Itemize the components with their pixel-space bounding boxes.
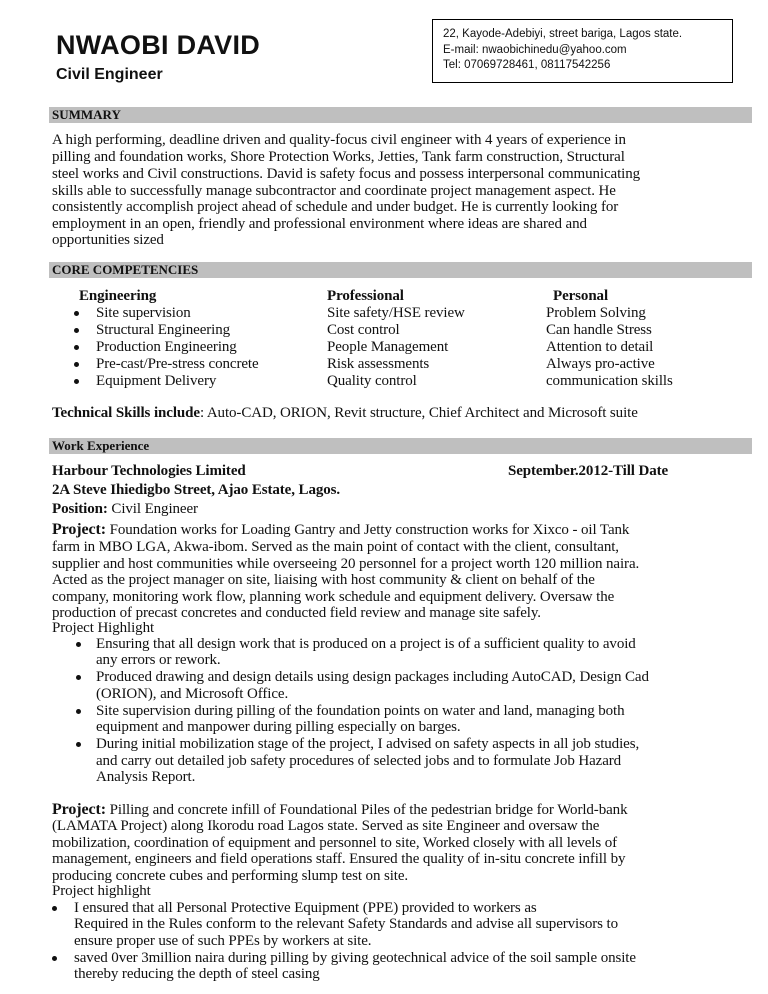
competency-item: Site supervision [96, 305, 191, 321]
summary-line: A high performing, deadline driven and quality-focus civil engineer with 4 years of experience in [52, 132, 626, 148]
contact-box [432, 19, 733, 83]
work-heading-bar [49, 438, 752, 454]
bullet-icon [76, 742, 81, 747]
company-address: 2A Steve Ihiedigbo Street, Ajao Estate, Lagos. [52, 482, 341, 498]
project-text: (LAMATA Project) along Ikorodu road Lagos state. Served as site Engineer and oversaw the [52, 818, 600, 834]
candidate-name: NWAOBI DAVID [56, 30, 261, 60]
competency-item: Quality control [327, 373, 417, 389]
work-heading: Work Experience [52, 438, 150, 453]
company-name: Harbour Technologies Limited [52, 463, 246, 479]
bullet-icon [74, 379, 79, 384]
competency-item: Pre-cast/Pre-stress concrete [96, 356, 259, 372]
contact-email: E-mail: nwaobichinedu@yahoo.com [443, 44, 627, 56]
position [52, 500, 198, 518]
highlight-bullet-line: Ensuring that all design work that is produced on a project is of a sufficient quality to avoid [96, 636, 636, 652]
competency-item: Risk assessments [327, 356, 430, 372]
highlight-bullet-line: saved 0ver 3million naira during pilling by giving geotechnical advice of the soil sample onsite [74, 950, 636, 966]
highlight-bullet-line: thereby reducing the depth of steel casing [74, 966, 320, 982]
summary-line: steel works and Civil constructions. David is safety focus and possess interpersonal communicating [52, 166, 641, 182]
project-line [52, 817, 599, 835]
summary-line: consistently accomplish project ahead of schedule and under budget. He is currently looking for [52, 199, 619, 215]
project-text: company, monitoring work flow, planning work schedule and equipment delivery. Oversaw the [52, 589, 615, 605]
technical-skills [52, 404, 638, 422]
competency-item: People Management [327, 339, 449, 355]
highlight-bullet-line: (ORION), and Microsoft Office. [96, 686, 289, 702]
highlight-bullet-line: Site supervision during pilling of the foundation points on water and land, managing both [96, 703, 625, 719]
highlight-bullet-line: and carry out detailed job safety procedures of selected jobs and to formulate Job Hazard [96, 753, 622, 769]
competency-item: Cost control [327, 322, 400, 338]
contact-phone: Tel: 07069728461, 08117542256 [443, 59, 611, 71]
project-text: mobilization, coordination of equipment and personnel to site, Worked closely with all levels of [52, 835, 618, 851]
project-text: Acted as the project manager on site, liaising with host community & client on behalf of the [52, 572, 595, 588]
project-text: producing concrete cubes and performing slump test on site. [52, 868, 409, 884]
project-text: supplier and host communities while overseeing 20 personnel for a project worth 120 million naira. [52, 556, 640, 572]
summary-line: skills able to successfully manage subcontractor and coordinate project management aspect. He [52, 183, 616, 199]
highlight-bullet-line: ensure proper use of such PPEs by workers at site. [74, 933, 372, 949]
competency-item: communication skills [546, 373, 673, 389]
project-text: farm in MBO LGA, Akwa-ibom. Served as the main point of contact with the client, consultant, [52, 539, 619, 555]
summary-heading: SUMMARY [52, 107, 121, 122]
summary-line: pilling and foundation works, Shore Protection Works, Jetties, Tank farm construction, Structural [52, 149, 625, 165]
candidate-title: Civil Engineer [56, 66, 163, 83]
summary-line: employment in an open, friendly and professional environment where ideas are shared and [52, 216, 587, 232]
competency-column-title: Professional [327, 288, 404, 304]
competency-item: Attention to detail [546, 339, 654, 355]
project-line [52, 571, 595, 589]
employment-dates: September.2012-Till Date [508, 463, 669, 479]
highlight-bullet-line: I ensured that all Personal Protective Equipment (PPE) provided to workers as [74, 900, 537, 916]
highlight-bullet-line: equipment and manpower during pilling especially on barges. [96, 719, 461, 735]
bullet-icon [76, 675, 81, 680]
position-label: Position: [52, 501, 108, 517]
bullet-icon [76, 709, 81, 714]
contact-address: 22, Kayode-Adebiyi, street bariga, Lagos state. [443, 28, 683, 40]
highlight-bullet-line: During initial mobilization stage of the project, I advised on safety aspects in all job studies, [96, 736, 640, 752]
project-label: Project: [52, 521, 106, 538]
highlight-bullet-line: any errors or rework. [96, 652, 221, 668]
competency-item: Structural Engineering [96, 322, 231, 338]
project-line [52, 521, 629, 539]
summary-line: opportunities sized [52, 232, 164, 248]
summary-heading-bar [49, 107, 752, 123]
project-text: Foundation works for Loading Gantry and Jetty construction works for Xixco - oil Tank [105, 522, 630, 538]
bullet-icon [52, 956, 57, 961]
bullet-icon [52, 906, 57, 911]
project-highlight-label: Project highlight [52, 883, 151, 899]
highlight-bullet-line: Analysis Report. [96, 769, 196, 785]
project-highlight-label: Project Highlight [52, 620, 155, 636]
core-heading-bar [49, 262, 752, 278]
technical-skills-label: Technical Skills include [52, 405, 200, 421]
project-text: management, engineers and field operations staff. Ensured the quality of in-situ concrete infill by [52, 851, 626, 867]
competency-column-title: Personal [553, 288, 609, 304]
bullet-icon [74, 311, 79, 316]
bullet-icon [74, 328, 79, 333]
highlight-bullet-line: Required in the Rules conform to the relevant Safety Standards and advise all supervisors to [74, 916, 618, 932]
competency-item: Problem Solving [546, 305, 646, 321]
project-line [52, 850, 625, 868]
competency-item: Equipment Delivery [96, 373, 217, 389]
project-text: production of precast concretes and conducted field review and manage site safely. [52, 605, 541, 621]
position-value: Civil Engineer [107, 501, 198, 517]
bullet-icon [76, 642, 81, 647]
highlight-bullet-line: Produced drawing and design details using design packages including AutoCAD, Design Cad [96, 669, 649, 685]
competency-item: Can handle Stress [546, 322, 652, 338]
project-text: Pilling and concrete infill of Foundational Piles of the pedestrian bridge for World-bank [105, 802, 628, 818]
technical-skills-text: : Auto-CAD, ORION, Revit structure, Chief Architect and Microsoft suite [199, 405, 638, 421]
bullet-icon [74, 362, 79, 367]
competency-item: Always pro-active [546, 356, 655, 372]
bullet-icon [74, 345, 79, 350]
competency-item: Production Engineering [96, 339, 237, 355]
competency-column-title: Engineering [79, 288, 157, 304]
core-heading: CORE COMPETENCIES [52, 262, 199, 277]
project-label: Project: [52, 801, 106, 818]
project-line [52, 538, 619, 556]
competency-item: Site safety/HSE review [327, 305, 465, 321]
